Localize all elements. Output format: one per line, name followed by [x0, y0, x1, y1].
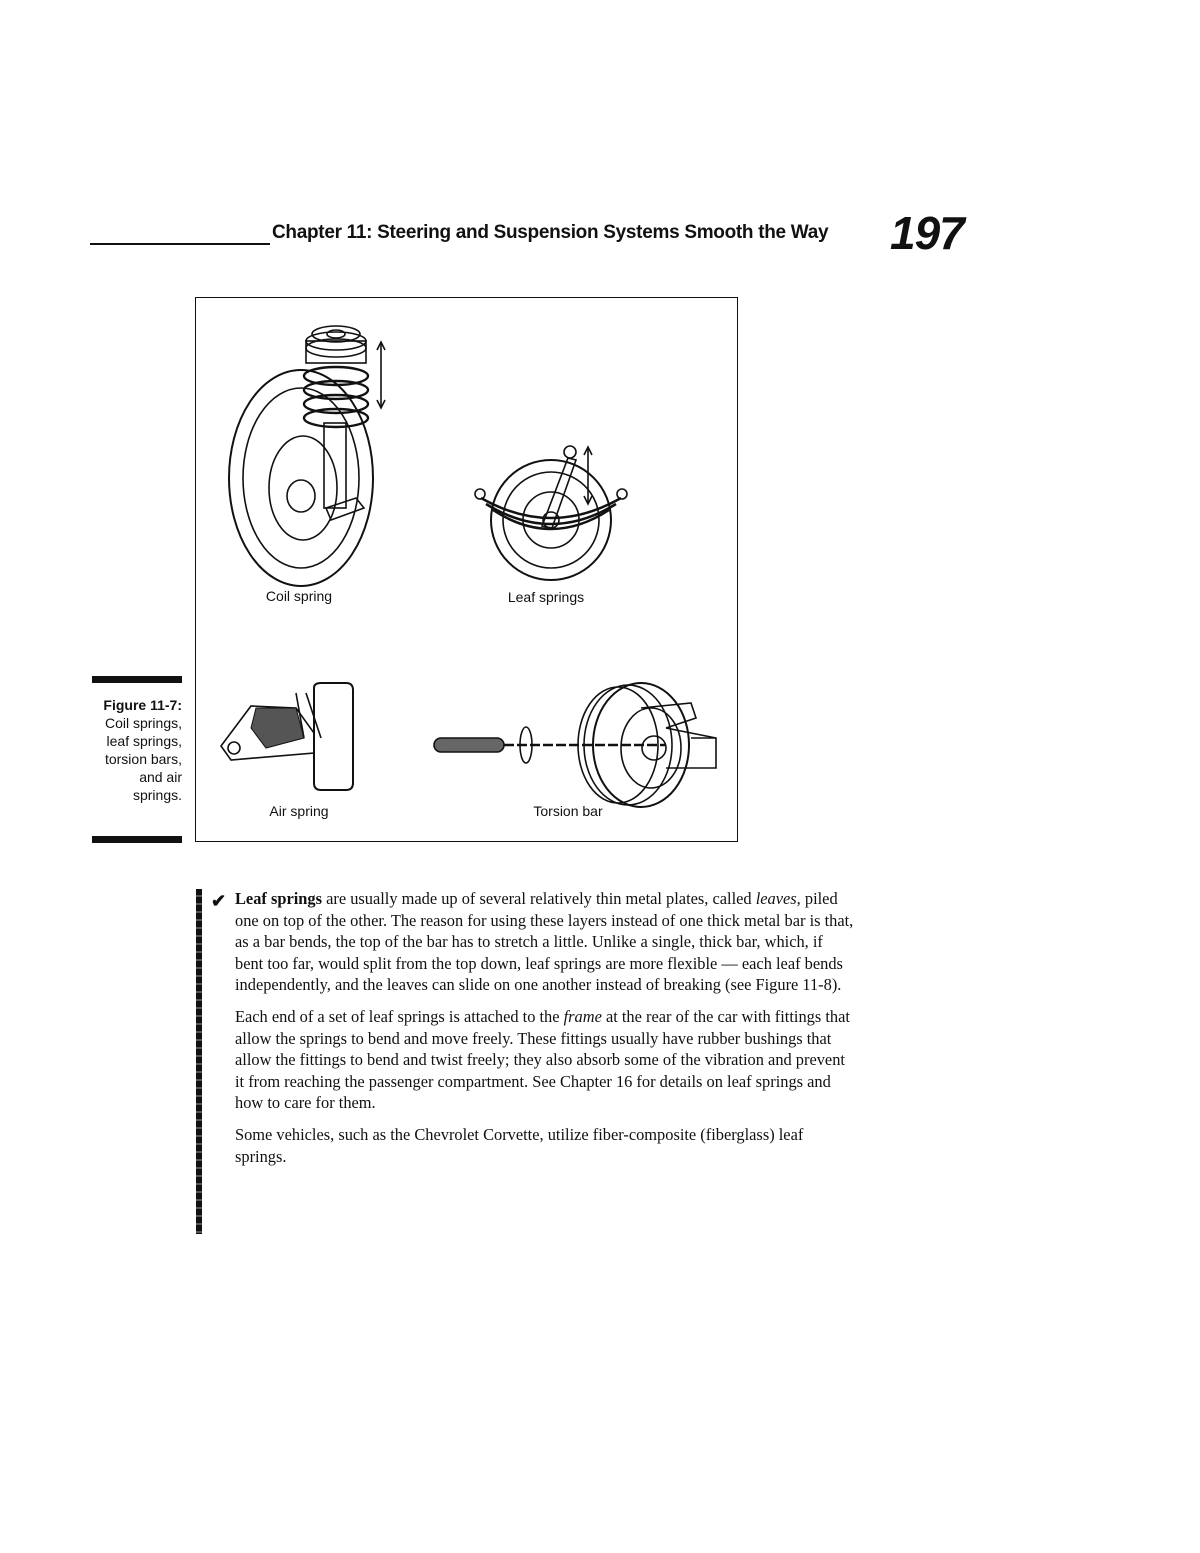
paragraph-leaf-springs: Leaf springs are usually made up of several relatively thin metal plates, called leaves, piled one on top of the other. The reason for using these layers instead of one thick metal bar is that, as a bar bends, the top of the bar has to stretch a little. Unlike a single, thick bar, which, if bent too far, would split from the top down, leaf springs are more flexible — each leaf bends independently, and the leaves can slide on one another instead of breaking (see Figure 11-8). [235, 889, 854, 995]
term-leaves: leaves, [755, 889, 801, 908]
caption-line: Coil springs, [104, 715, 182, 731]
coil-spring-illustration [229, 326, 385, 586]
figure-label-torsion-bar: Torsion bar [533, 803, 603, 819]
paragraph-mounting: Each end of a set of leaf springs is attached to the frame at the rear of the car with fittings that allow the springs to bend and move freely. These fittings usually have rubber bushings that allow the fittings to bend and twist freely; they also absorb some of the vibration and prevent it from reaching the passenger compartment. See Chapter 16 for details on leaf springs and how to care for them. [235, 1006, 850, 1113]
term-leaf-springs: Leaf springs [235, 889, 322, 908]
figure-label-leaf-springs: Leaf springs [507, 589, 585, 605]
figure-label-coil-spring: Coil spring [265, 588, 333, 604]
checkmark-icon: ✔ [211, 891, 227, 911]
paragraph-fiberglass: Some vehicles, such as the Chevrolet Corvette, utilize fiber-composite (fiberglass) leaf springs. [235, 1124, 804, 1166]
torsion-bar-illustration [434, 683, 716, 807]
caption-line: and air [139, 769, 182, 785]
figure-label-air-spring: Air spring [269, 803, 329, 819]
margin-bar [196, 889, 202, 1234]
caption-line: leaf springs, [106, 733, 182, 749]
chapter-title: Chapter 11: Steering and Suspension Systems Smooth the Way [272, 222, 829, 243]
header-rule [90, 243, 270, 245]
leaf-springs-illustration [475, 446, 627, 580]
caption-line: springs. [132, 787, 182, 803]
caption-bottom-bar [92, 836, 182, 843]
page-number: 197 [890, 207, 964, 259]
caption-number: Figure 11-7: [103, 697, 182, 713]
figure-11-7 [195, 297, 738, 842]
term-frame: frame [563, 1006, 602, 1026]
air-spring-illustration [221, 683, 353, 790]
suspension-illustrations [196, 298, 739, 843]
page-header [0, 0, 1200, 280]
caption-top-bar [92, 676, 182, 683]
caption-text [70, 696, 182, 804]
body-text [235, 888, 855, 1177]
caption-line: torsion bars, [104, 751, 182, 767]
